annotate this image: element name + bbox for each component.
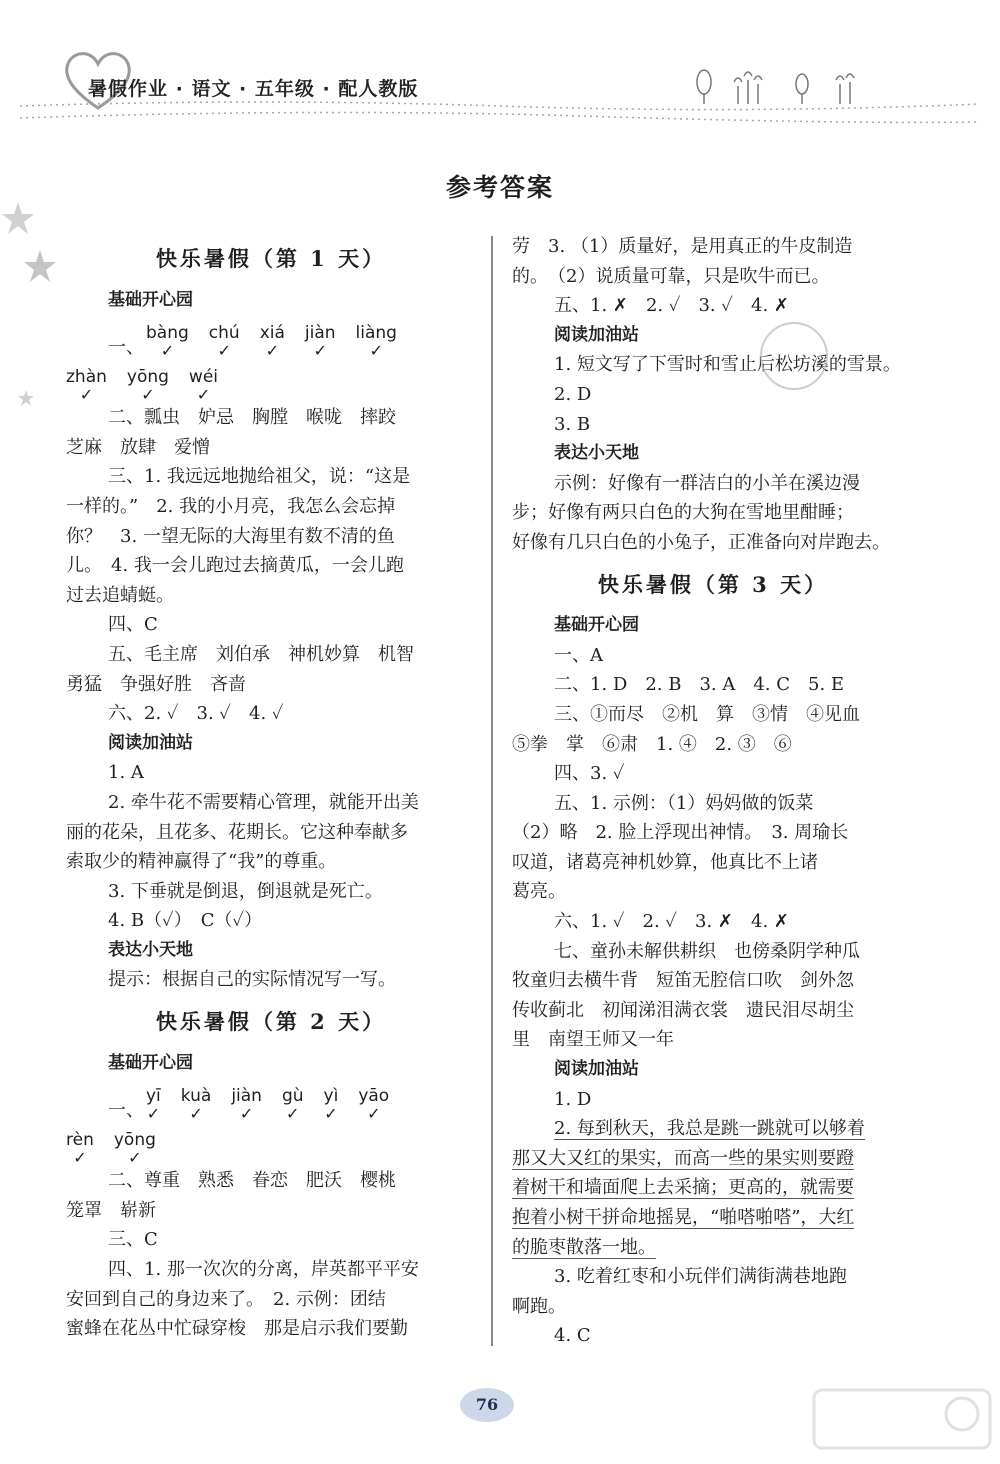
day2-title: 快乐暑假（第 2 天） [155, 1009, 387, 1035]
pinyin-item: gù ✓ [281, 1086, 304, 1124]
answer-line: 索取少的精神赢得了“我”的尊重。 [66, 851, 337, 873]
answer-line: 蜜蜂在花丛中忙碌穿梭 那是启示我们要勤 [66, 1318, 408, 1340]
answer-line: 示例：好像有一群洁白的小羊在溪边漫 [554, 472, 860, 494]
answer-line: 里 南望王师又一年 [512, 1029, 674, 1051]
answer-line: 勇猛 争强好胜 吝啬 [66, 673, 246, 695]
answer-line: 六、1. ✓ 2. ✓ 3. ✗ 4. ✗ [554, 911, 789, 933]
answer-line [512, 1114, 914, 1144]
answer-line: 步；好像有两只白色的大狗在雪地里酣睡； [512, 502, 854, 524]
underlined-answer: 着树干和墙面爬上去采摘；更高的，就需要 [512, 1177, 854, 1199]
answer-line: 3. B [554, 413, 591, 435]
pinyin-item: jiàn ✓ [231, 1086, 262, 1124]
answer-line: 3. 吃着红枣和小玩伴们满街满巷地跑 [554, 1266, 847, 1288]
answer-line: 笼罩 崭新 [66, 1199, 156, 1221]
pinyin-prefix: 一、 [108, 1100, 144, 1122]
day1-basic-heading: 基础开心园 [108, 289, 193, 310]
answer-line: 葛亮。 [512, 881, 566, 903]
answer-line: 芝麻 放肆 爱憎 [66, 436, 210, 458]
answer-line: 你？ 3. 一望无际的大海里有数不清的鱼 [66, 525, 395, 547]
pinyin-item: rèn ✓ [66, 1130, 94, 1168]
answer-line: 叹道，诸葛亮神机妙算，他真比不上诸 [512, 851, 818, 873]
column-divider [491, 236, 493, 1346]
day3-basic-heading: 基础开心园 [554, 615, 639, 636]
answer-line: 五、1. ✗ 2. ✓ 3. ✓ 4. ✗ [554, 295, 789, 317]
pinyin-item: yī ✓ [146, 1086, 161, 1124]
page-header [0, 0, 1000, 140]
day2-expression-heading: 表达小天地 [554, 443, 639, 464]
day3-reading-heading: 阅读加油站 [554, 1059, 639, 1080]
pinyin-item: yì ✓ [323, 1086, 339, 1124]
underlined-answer: 的脆枣散落一地。 [512, 1236, 656, 1258]
day1-title: 快乐暑假（第 1 天） [155, 246, 387, 271]
pinyin-prefix: 一、 [108, 337, 144, 359]
answer-line: 三、①而尽 ②机 算 ③情 ④见血 [554, 703, 860, 725]
answer-line: 1. D [554, 1088, 592, 1110]
answer-line: 3. 下垂就是倒退，倒退就是死亡。 [108, 880, 383, 902]
answer-line: 2. D [554, 383, 592, 405]
pinyin-item: yōng ✓ [113, 1130, 156, 1168]
header-title: 暑假作业 · 语文 · 五年级 · 配人教版 [88, 78, 419, 100]
day1-pinyin-row-2 [66, 359, 476, 403]
underlined-answer: 抱着小树干拼命地摇晃，“啪嗒啪嗒”，大红 [512, 1207, 855, 1228]
pinyin-item: wéi ✓ [188, 367, 219, 405]
pinyin-item: xiá ✓ [259, 323, 285, 361]
answer-line: 四、3. ✓ [554, 763, 625, 785]
answer-line: 传收蓟北 初闻涕泪满衣裳 遗民泪尽胡尘 [512, 999, 854, 1021]
pinyin-item: bàng ✓ [146, 323, 189, 361]
pinyin-item: liàng ✓ [355, 323, 397, 361]
underlined-answer: 那又大又红的果实，而高一些的果实则要蹬 [512, 1147, 854, 1169]
answer-line: 牧童归去横牛背 短笛无腔信口吹 剑外忽 [512, 970, 854, 992]
answer-line: 的。 （2）说质量可靠，只是吹牛而已。 [512, 265, 830, 287]
pinyin-item: yōng ✓ [126, 367, 169, 405]
answer-line: 1. A [108, 762, 144, 784]
answer-line: 4. B（✓） C（✓） [108, 910, 263, 932]
day2-pinyin-row-2 [66, 1122, 476, 1166]
answer-line: 好像有几只白色的小兔子，正准备向对岸跑去。 [512, 531, 890, 553]
pinyin-item: kuà ✓ [180, 1086, 212, 1124]
answer-line: 2. 牵牛花不需要精心管理，就能开出美 [108, 791, 419, 813]
day1-expression-heading: 表达小天地 [108, 939, 193, 960]
seal-stamp-icon [760, 322, 828, 390]
answer-line: 四、1. 那一次次的分离，岸英都平平安 [108, 1259, 419, 1281]
answer-line: 一样的。” 2. 我的小月亮，我怎么会忘掉 [66, 495, 396, 517]
pinyin-item: yāo ✓ [358, 1086, 390, 1124]
left-column [66, 232, 476, 1344]
answer-line: 丽的花朵，且花多、花期长。它这种奉献多 [66, 821, 408, 843]
answer-line: 1. 短文写了下雪时和雪止后松坊溪的雪景。 [554, 354, 901, 376]
answer-line: 三、1. 我远远地抛给祖父，说：“这是 [108, 466, 411, 488]
day2-pinyin-row-1 [66, 1078, 476, 1122]
answer-line: 啊跑。 [512, 1295, 566, 1317]
day1-pinyin-row-1 [66, 315, 476, 359]
answer-line: 提示：根据自己的实际情况写一写。 [108, 969, 396, 991]
answer-line: 三、C [108, 1229, 158, 1251]
pinyin-item: chú ✓ [208, 323, 240, 361]
page-title: 参考答案 [445, 173, 554, 202]
answer-line: 二、瓢虫 妒忌 胸膛 喉咙 摔跤 [108, 407, 396, 429]
answer-line: 五、毛主席 刘伯承 神机妙算 机智 [108, 643, 414, 665]
answer-line: 四、C [108, 614, 158, 636]
answer-line: 二、1. D 2. B 3. A 4. C 5. E [554, 674, 845, 696]
answer-line: 过去追蜻蜓。 [66, 584, 174, 606]
plants-decoration-icon [690, 66, 880, 106]
day2-reading-heading: 阅读加油站 [554, 324, 639, 345]
answer-line: 儿。 4. 我一会儿跑过去摘黄瓜，一会儿跑 [66, 555, 404, 577]
right-column [512, 232, 914, 1351]
answer-line [512, 1203, 914, 1233]
answer-line [512, 1144, 914, 1174]
underlined-answer: 2. 每到秋天，我总是跳一跳就可以够着 [554, 1118, 865, 1140]
answer-line: ⑤拳 掌 ⑥肃 1. ④ 2. ③ ⑥ [512, 733, 792, 755]
answer-line [512, 1233, 914, 1263]
answer-line: 七、童孙未解供耕织 也傍桑阴学种瓜 [554, 940, 860, 962]
answer-line: 劳 3. （1）质量好，是用真正的牛皮制造 [512, 236, 853, 257]
answer-line: 4. C [554, 1325, 591, 1347]
pinyin-item: jiàn ✓ [304, 323, 336, 361]
answer-line: 一、A [554, 644, 603, 666]
day2-basic-heading: 基础开心园 [108, 1052, 193, 1073]
answer-line [512, 1173, 914, 1203]
answer-line: 五、1. 示例：（1）妈妈做的饭菜 [554, 792, 814, 814]
day3-title: 快乐暑假（第 3 天） [597, 571, 829, 597]
page-number: 76 [460, 1388, 514, 1422]
answer-line: （2）略 2. 脸上浮现出神情。 3. 周瑜长 [512, 822, 849, 844]
watermark-logo-icon [812, 1384, 992, 1454]
stars-decoration-icon [0, 200, 60, 420]
day1-reading-heading: 阅读加油站 [108, 732, 193, 753]
answer-line: 六、2. ✓ 3. ✓ 4. ✓ [108, 703, 284, 725]
answer-line: 安回到自己的身边来了。 2. 示例：团结 [66, 1288, 386, 1310]
pinyin-item: zhàn ✓ [66, 367, 107, 405]
answer-line: 二、尊重 熟悉 眷恋 肥沃 樱桃 [108, 1170, 396, 1192]
